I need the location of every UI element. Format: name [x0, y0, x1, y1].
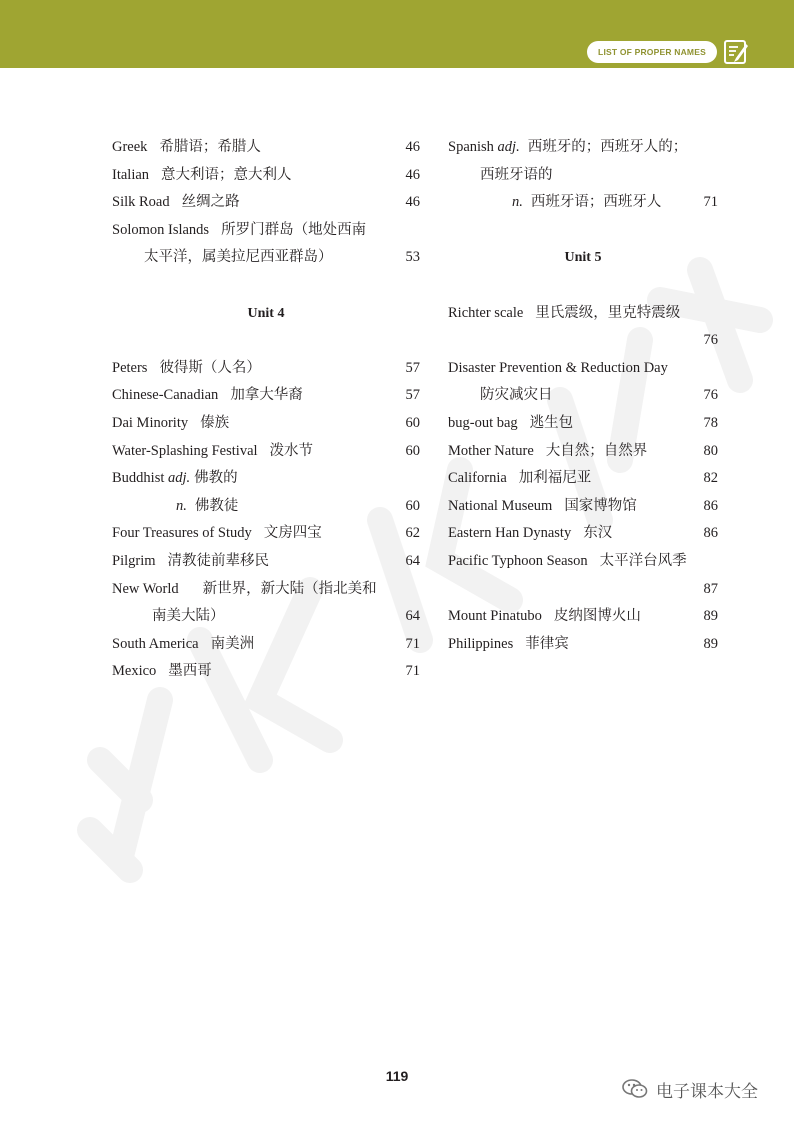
entry-gloss: 清教徒前辈移民 [167, 552, 270, 569]
entry-gloss: 南美大陆） [152, 608, 225, 625]
entry-term: Italian [112, 166, 150, 183]
entry-page: 86 [703, 525, 718, 542]
entry-gloss: 防灾减灾日 [480, 387, 553, 404]
entry-gloss: 文房四宝 [263, 525, 322, 542]
list-item [448, 493, 718, 521]
entry-page: 62 [405, 525, 420, 542]
entry-term: National Museum [448, 497, 553, 514]
list-item [448, 300, 718, 328]
list-item [112, 162, 420, 190]
entry-gloss: 意大利语；意大利人 [161, 166, 292, 183]
list-item [448, 134, 718, 162]
entry-gloss: 太平洋，属美拉尼西亚群岛） [144, 249, 333, 266]
entry-page: 71 [405, 635, 420, 652]
entry-page: 71 [405, 663, 420, 680]
list-item [448, 520, 718, 548]
entry-term: California [448, 470, 507, 487]
entry-gloss: 佛教的 [194, 470, 238, 487]
list-item [112, 658, 420, 686]
entry-page: 78 [703, 414, 718, 431]
entry-page: 64 [405, 608, 420, 625]
entry-term: Mexico [112, 663, 157, 680]
entry-gloss: 南美洲 [210, 635, 255, 652]
entry-gloss: 里氏震级，里克特震级 [535, 304, 681, 321]
entry-pos: n. [512, 194, 523, 211]
entry-gloss: 国家博物馆 [564, 497, 637, 514]
list-item [448, 548, 718, 576]
list-item [112, 410, 420, 438]
list-item [448, 465, 718, 493]
list-item-continuation [448, 189, 718, 217]
section-title: LIST OF PROPER NAMES [587, 41, 717, 63]
entry-gloss: 丝绸之路 [181, 194, 240, 211]
entry-gloss: 墨西哥 [168, 663, 212, 680]
left-column [112, 134, 420, 686]
entry-gloss: 泼水节 [269, 442, 314, 459]
entry-gloss: 西班牙语的 [480, 166, 553, 183]
notebook-pencil-icon [722, 38, 750, 66]
entry-page: 89 [703, 635, 718, 652]
entry-page: 89 [703, 608, 718, 625]
list-item [112, 631, 420, 659]
publisher-name: 电子课本大全 [656, 1081, 758, 1102]
entry-page: 46 [405, 166, 420, 183]
list-item-continuation [448, 162, 718, 190]
entry-page: 57 [405, 387, 420, 404]
list-item-continuation [112, 493, 420, 521]
entry-term: New World [112, 580, 179, 597]
right-column [448, 134, 718, 658]
entry-gloss: 西班牙的；西班牙人的； [527, 139, 688, 155]
list-item [112, 382, 420, 410]
entry-term: Pilgrim [112, 552, 156, 569]
entry-gloss: 皮纳图博火山 [553, 608, 641, 625]
entry-gloss: 太平洋台风季 [599, 552, 687, 569]
list-item [112, 576, 420, 604]
entry-term: Solomon Islands [112, 221, 210, 238]
list-item [112, 438, 420, 466]
list-item [112, 548, 420, 576]
entry-gloss: 希腊语；希腊人 [159, 139, 261, 155]
list-item-continuation [448, 576, 718, 604]
list-item [448, 355, 718, 383]
entry-pos: adj. [497, 139, 520, 155]
list-item-continuation [112, 603, 420, 631]
list-item [112, 465, 420, 493]
entry-pos: adj. [168, 470, 191, 487]
entry-gloss: 东汉 [583, 525, 613, 542]
entry-term: Spanish [448, 139, 494, 155]
list-item [112, 217, 420, 245]
entry-term: Greek [112, 139, 148, 155]
entry-term: Mother Nature [448, 442, 534, 459]
list-item [112, 189, 420, 217]
publisher-mark [622, 1074, 758, 1104]
unit-heading: Unit 4 [247, 305, 285, 321]
list-item-continuation [448, 327, 718, 355]
entry-page: 53 [405, 249, 420, 266]
entry-term: Chinese-Canadian [112, 387, 219, 404]
entry-gloss: 大自然；自然界 [545, 442, 648, 459]
entry-gloss: 逃生包 [529, 414, 574, 431]
entry-gloss: 所罗门群岛（地处西南 [221, 221, 367, 238]
entry-term: Richter scale [448, 304, 524, 321]
entry-gloss: 菲律宾 [525, 635, 569, 652]
entry-page: 76 [703, 387, 718, 404]
entry-term: Dai Minority [112, 414, 189, 431]
list-item [112, 355, 420, 383]
list-item-continuation [448, 382, 718, 410]
entry-gloss: 佛教徒 [194, 497, 239, 514]
list-item [448, 631, 718, 659]
entry-term: Peters [112, 359, 148, 376]
entry-page: 76 [703, 332, 718, 349]
list-item [112, 134, 420, 162]
entry-page: 87 [703, 580, 718, 597]
entry-gloss: 彼得斯（人名） [159, 359, 261, 376]
entry-page: 46 [405, 194, 420, 211]
entry-gloss: 加利福尼亚 [518, 470, 592, 487]
wechat-icon [622, 1078, 648, 1100]
entry-term: Pacific Typhoon Season [448, 552, 588, 569]
entry-term: Four Treasures of Study [112, 525, 252, 542]
entry-gloss: 傣族 [200, 414, 230, 431]
entry-term: bug-out bag [448, 414, 518, 431]
entry-page: 64 [405, 552, 420, 569]
entry-gloss: 新世界，新大陆（指北美和 [202, 580, 377, 597]
entry-term: Disaster Prevention & Reduction Day [448, 359, 668, 376]
entry-page: 60 [405, 442, 420, 459]
unit-heading: Unit 5 [564, 250, 602, 266]
entry-page: 80 [703, 442, 718, 459]
entry-term: Water-Splashing Festival [112, 442, 258, 459]
entry-page: 86 [703, 497, 718, 514]
page-number: 119 [385, 1068, 409, 1084]
list-item [448, 410, 718, 438]
entry-pos: n. [176, 497, 187, 514]
entry-page: 57 [405, 359, 420, 376]
entry-page: 60 [405, 497, 420, 514]
entry-page: 46 [405, 139, 420, 155]
entry-gloss: 加拿大华裔 [230, 387, 303, 404]
entry-gloss: 西班牙语；西班牙人 [530, 194, 662, 211]
list-item [112, 520, 420, 548]
list-item [448, 603, 718, 631]
entry-term: Philippines [448, 635, 514, 652]
entry-term: Eastern Han Dynasty [448, 525, 572, 542]
list-item-continuation [112, 244, 420, 272]
entry-term: Silk Road [112, 194, 170, 211]
entry-page: 71 [703, 194, 718, 211]
list-item [448, 438, 718, 466]
entry-term: South America [112, 635, 199, 652]
entry-term: Mount Pinatubo [448, 608, 542, 625]
entry-term: Buddhist [112, 470, 165, 487]
entry-page: 82 [703, 470, 718, 487]
entry-page: 60 [405, 414, 420, 431]
